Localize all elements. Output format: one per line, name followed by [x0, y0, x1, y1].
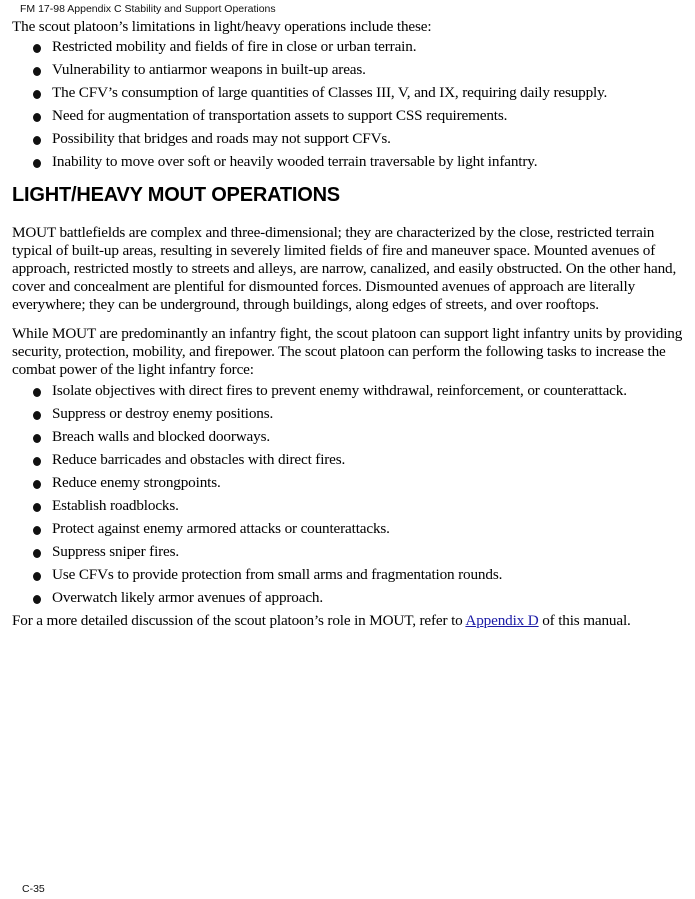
appendix-d-link[interactable]: Appendix D: [465, 612, 539, 629]
list-item: [12, 39, 688, 55]
bullet-icon: [33, 388, 41, 397]
list-item-text: Suppress sniper fires.: [52, 543, 180, 560]
closing-text-after: of this manual.: [538, 612, 631, 629]
list-item: [12, 154, 688, 170]
list-item: [12, 475, 688, 491]
list-item-text: Overwatch likely armor avenues of approach.: [52, 589, 324, 606]
list-item-text: Use CFVs to provide protection from small arms and fragmentation rounds.: [52, 566, 503, 583]
bullet-icon: [33, 434, 41, 443]
bullet-icon: [33, 136, 41, 145]
bullet-icon: [33, 67, 41, 76]
bullet-icon: [33, 90, 41, 99]
bullet-icon: [33, 526, 41, 535]
list-item: [12, 544, 688, 560]
bullet-icon: [33, 503, 41, 512]
list-item: [12, 85, 688, 101]
limitations-list: [12, 39, 688, 170]
list-item-text: Need for augmentation of transportation assets to support CSS requirements.: [52, 107, 508, 124]
bullet-icon: [33, 595, 41, 604]
bullet-icon: [33, 44, 41, 53]
list-item: [12, 567, 688, 583]
list-item: [12, 429, 688, 445]
tasks-list: [12, 383, 688, 606]
list-item-text: Inability to move over soft or heavily wooded terrain traversable by light infantry.: [52, 153, 538, 170]
intro-paragraph: The scout platoon’s limitations in light/heavy operations include these:: [12, 18, 432, 35]
mout-paragraph-2: While MOUT are predominantly an infantry fight, the scout platoon can support light infantry units by providing security, protection, mobility, and firepower. The scout platoon can perform the following tasks to increase the combat power of the light infantry force:: [12, 325, 683, 378]
closing-text-before: For a more detailed discussion of the scout platoon’s role in MOUT, refer to: [12, 612, 466, 629]
list-item: [12, 498, 688, 514]
list-item-text: Suppress or destroy enemy positions.: [52, 405, 274, 422]
bullet-icon: [33, 159, 41, 168]
bullet-icon: [33, 411, 41, 420]
list-item: [12, 131, 688, 147]
list-item: [12, 108, 688, 124]
bullet-icon: [33, 572, 41, 581]
page-number: C-35: [22, 883, 45, 895]
running-header: FM 17-98 Appendix C Stability and Support Operations: [20, 3, 276, 15]
bullet-icon: [33, 113, 41, 122]
list-item-text: Reduce barricades and obstacles with direct fires.: [52, 451, 346, 468]
bullet-icon: [33, 480, 41, 489]
list-item-text: The CFV’s consumption of large quantities of Classes III, V, and IX, requiring daily resupply.: [52, 84, 608, 101]
bullet-icon: [33, 457, 41, 466]
list-item-text: Reduce enemy strongpoints.: [52, 474, 221, 491]
list-item-text: Protect against enemy armored attacks or counterattacks.: [52, 520, 390, 537]
list-item-text: Breach walls and blocked doorways.: [52, 428, 271, 445]
list-item-text: Restricted mobility and fields of fire in close or urban terrain.: [52, 38, 417, 55]
closing-paragraph: [12, 613, 688, 629]
list-item: [12, 452, 688, 468]
list-item: [12, 406, 688, 422]
page-content: [12, 19, 688, 629]
bullet-icon: [33, 549, 41, 558]
mout-paragraph-1: MOUT battlefields are complex and three-dimensional; they are characterized by the close, restricted terrain typical of built-up areas, resulting in severely limited fields of fire and maneuver space. Mounted avenues of approach, restricted mostly to streets and alleys, are narrow, canalized, and easily obstructed. On the other hand, cover and concealment are plentiful for dismounted forces. Dismounted avenues of approach are literally everywhere; they can be underground, through buildings, along edges of streets, and over rooftops.: [12, 224, 677, 313]
list-item: [12, 62, 688, 78]
list-item-text: Possibility that bridges and roads may not support CFVs.: [52, 130, 391, 147]
list-item-text: Vulnerability to antiarmor weapons in built-up areas.: [52, 61, 366, 78]
list-item-text: Establish roadblocks.: [52, 497, 179, 514]
list-item: [12, 383, 688, 399]
section-heading: LIGHT/HEAVY MOUT OPERATIONS: [12, 184, 340, 206]
list-item: [12, 590, 688, 606]
list-item-text: Isolate objectives with direct fires to prevent enemy withdrawal, reinforcement, or counterattack.: [52, 382, 627, 399]
list-item: [12, 521, 688, 537]
